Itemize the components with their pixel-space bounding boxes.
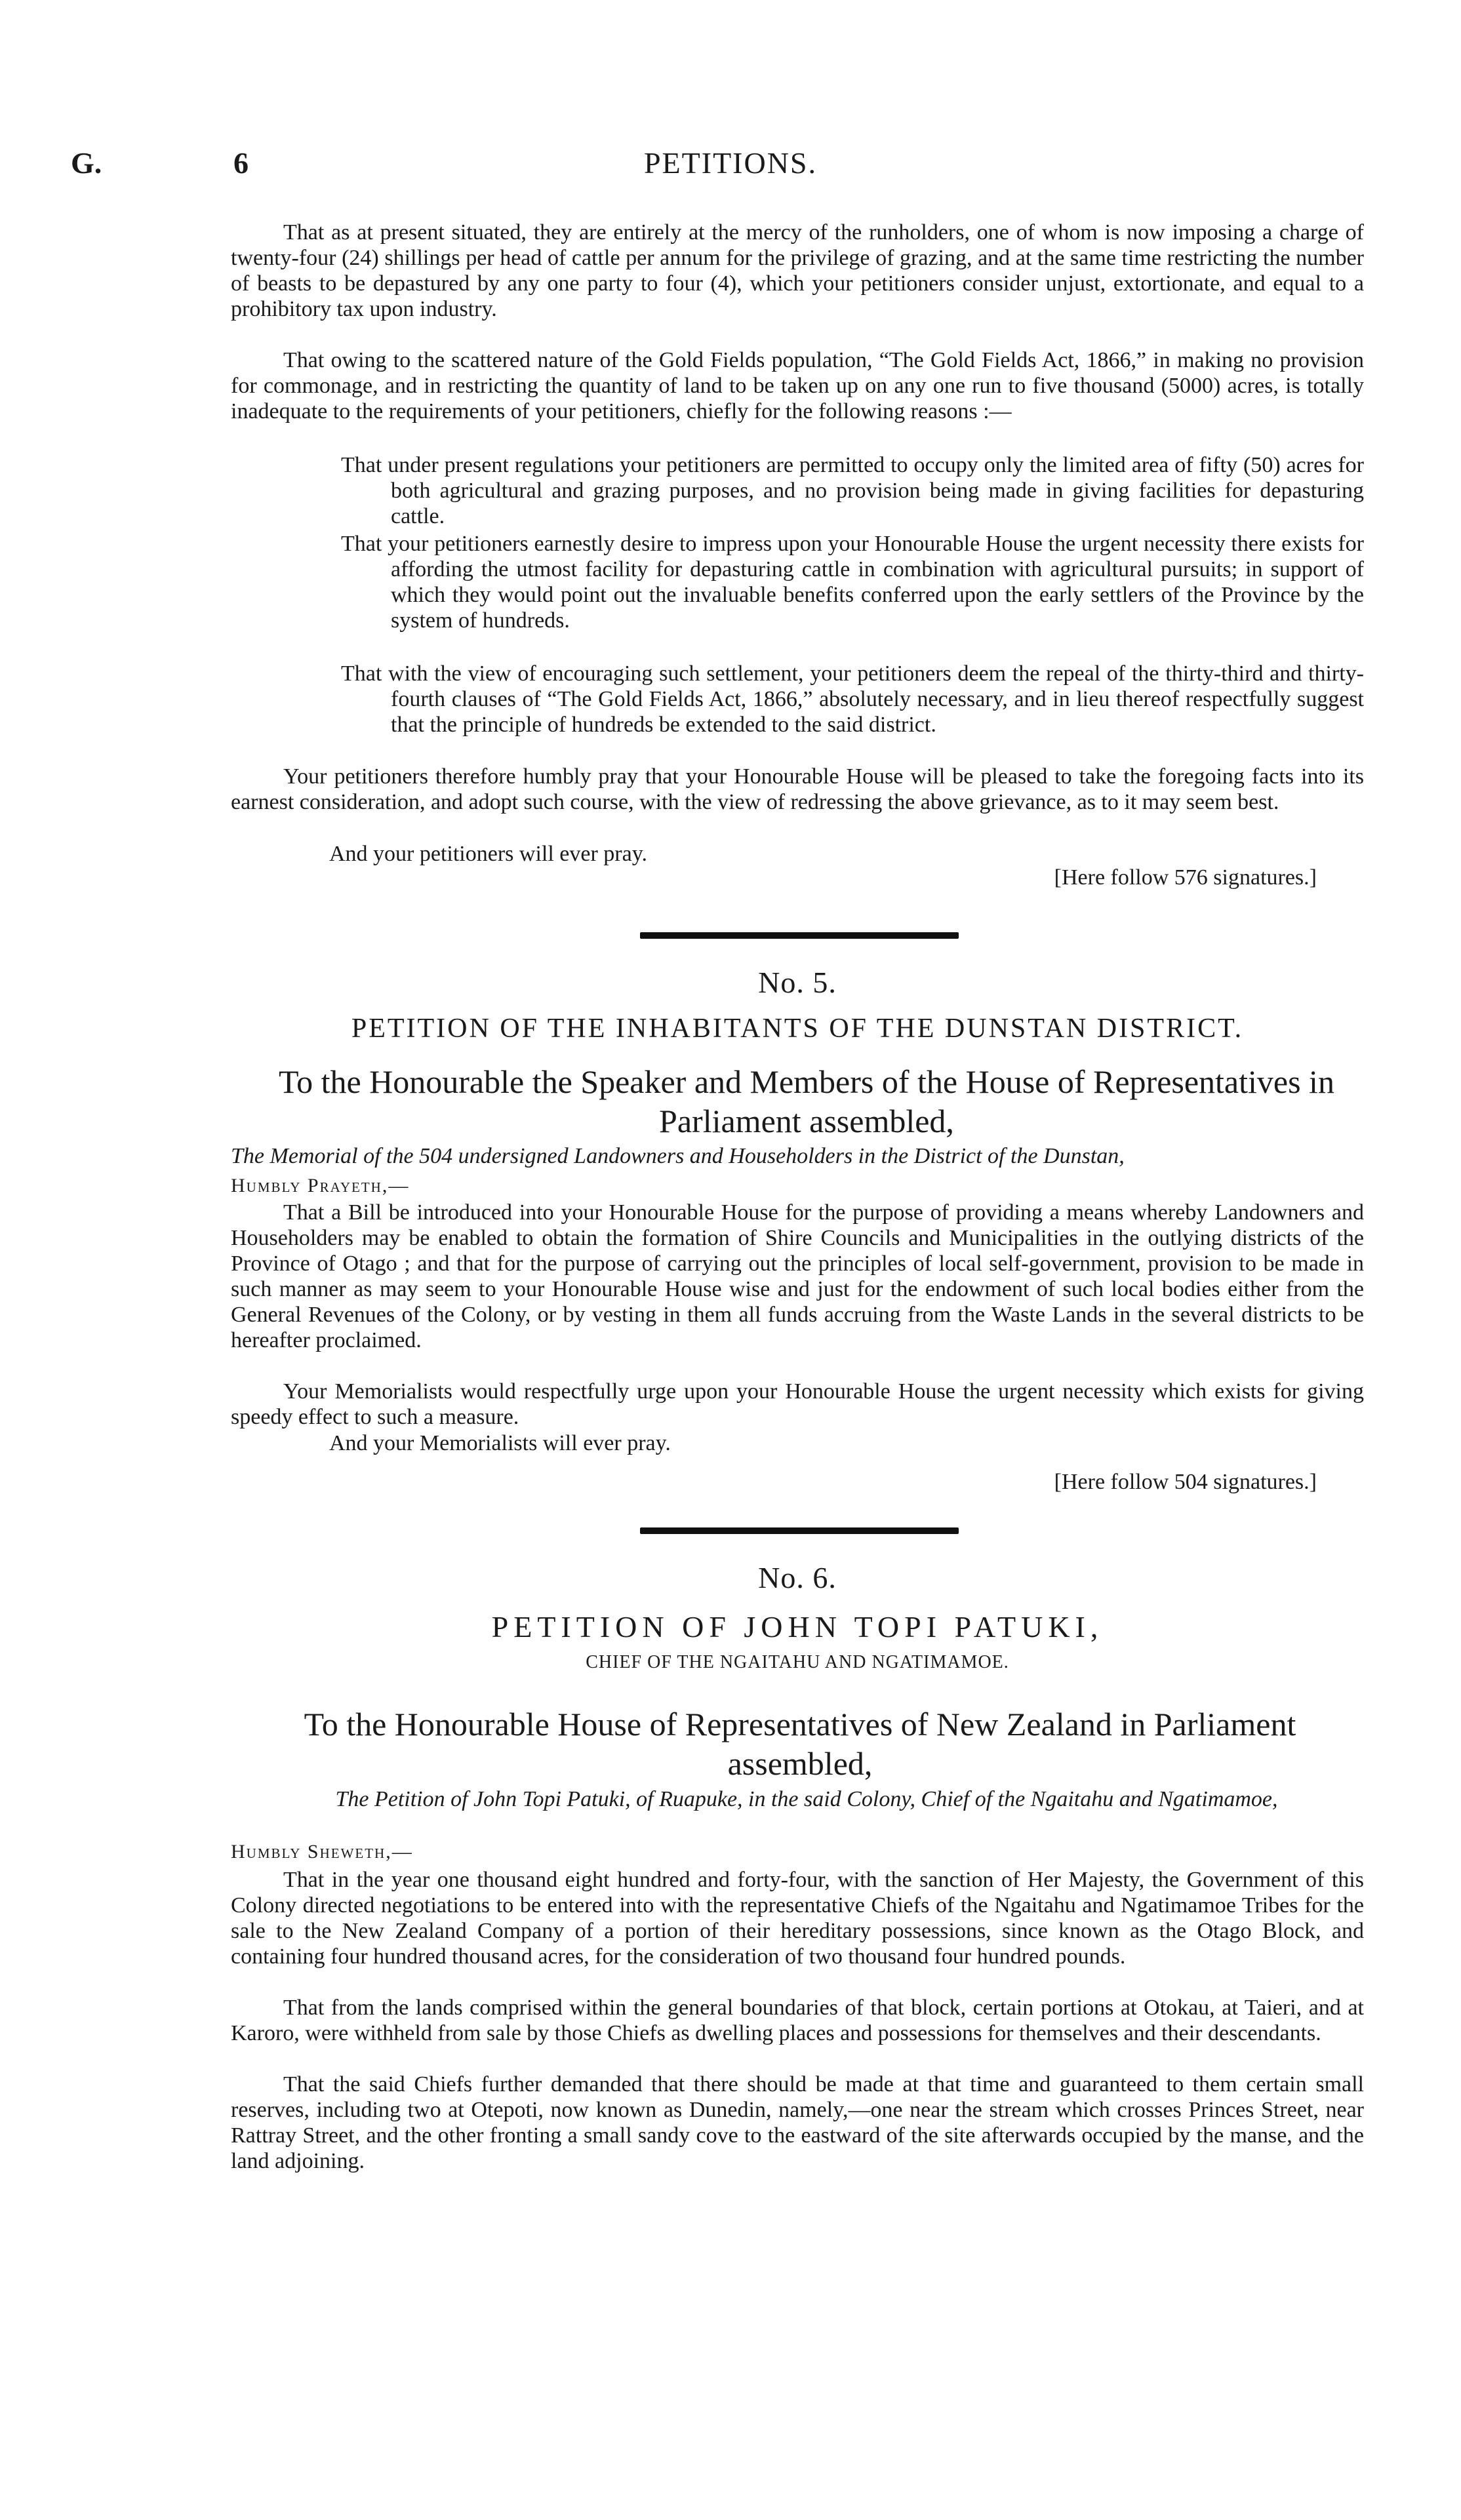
closing-line: And your Memorialists will ever pray.: [329, 1431, 671, 1455]
page-title: PETITIONS.: [643, 146, 818, 180]
paragraph: That in the year one thousand eight hundred and forty-four, with the sanction of Her Majesty, the Government of this Colony directed negotiations to be entered into with the representative Chiefs of the Ngaitahu and Ngatimamoe Tribes for the sale to the New Zealand Company of a portion of their hereditary possessions, since known as the Otago Block, and containing four hundred thousand acres, for the consideration of two thousand four hundred pounds.: [231, 1868, 1364, 1969]
signature-note: [Here follow 576 signatures.]: [1054, 865, 1317, 890]
paragraph: That owing to the scattered nature of the Gold Fields population, “The Gold Fields Act, 1866,” in making no provision for commonage, and in restricting the quantity of land to be taken up on any one run to five thousand (5000) acres, is totally inadequate to the requirements of your petitioners, chiefly for the following reasons :—: [231, 348, 1364, 423]
petition-address: To the Honourable the Speaker and Members of the House of Representatives in Parliament assembled,: [279, 1063, 1334, 1139]
petition-address: To the Honourable House of Representatives of New Zealand in Parliament assembled,: [304, 1706, 1296, 1782]
petition-title: PETITION OF THE INHABITANTS OF THE DUNSTAN DISTRICT.: [351, 1014, 1244, 1044]
series-letter: G.: [71, 146, 102, 180]
petition-number: No. 6.: [758, 1561, 837, 1594]
paragraph: Your Memorialists would respectfully urge upon your Honourable House the urgent necessity which exists for giving speedy effect to such a measure.: [231, 1379, 1364, 1429]
paragraph: That the said Chiefs further demanded that there should be made at that time and guaranteed to them certain small reserves, including two at Otepoti, now known as Dunedin, namely,—one near the stream which crosses Princes Street, near Rattray Street, and the other fronting a small sandy cove to the eastward of the site afterwards occupied by the manse, and the land adjoining.: [231, 2072, 1364, 2173]
reason-item: That your petitioners earnestly desire to impress upon your Honourable House the urgent necessity there exists for affording the utmost facility for depasturing cattle in combination with agricultural pursuits; in support of which they would point out the invaluable benefits conferred upon the early settlers of the Province by the system of hundreds.: [341, 532, 1364, 633]
lead-phrase: Humbly Prayeth,—: [231, 1175, 410, 1196]
reason-item: That under present regulations your petitioners are permitted to occupy only the limited area of fifty (50) acres for both agricultural and grazing purposes, and no provision being made in giving facilities for depasturing cattle.: [341, 453, 1364, 528]
closing-line: And your petitioners will ever pray.: [329, 842, 647, 866]
petition-number: No. 5.: [758, 966, 837, 999]
section-divider: [640, 932, 959, 939]
petition-subtitle: CHIEF OF THE NGAITAHU AND NGATIMAMOE.: [586, 1652, 1009, 1672]
signature-note: [Here follow 504 signatures.]: [1054, 1470, 1317, 1494]
paragraph: That a Bill be introduced into your Honourable House for the purpose of providing a means whereby Landowners and Householders may be enabled to obtain the formation of Shire Councils and Municipalities in the outlying districts of the Province of Otago ; and that for the purpose of carrying out the principles of local self-government, provision to be made in such manner as may seem to your Honourable House wise and just for the endowment of such local bodies either from the General Revenues of the Colony, or by vesting in them all funds accruing from the Waste Lands in the several districts to be hereafter proclaimed.: [231, 1200, 1364, 1352]
paragraph: That from the lands comprised within the general boundaries of that block, certain portions at Otokau, at Taieri, and at Karoro, were withheld from sale by those Chiefs as dwelling places and possessions for themselves and their descendants.: [231, 1996, 1364, 2045]
lead-phrase: Humbly Sheweth,—: [231, 1841, 413, 1862]
paragraph: That as at present situated, they are entirely at the mercy of the runholders, one of whom is now imposing a charge of twenty-four (24) shillings per head of cattle per annum for the privilege of grazing, and at the same time restricting the number of beasts to be depastured by any one party to four (4), which your petitioners consider unjust, extortionate, and equal to a prohibitory tax upon industry.: [231, 220, 1364, 321]
reason-item: That with the view of encouraging such settlement, your petitioners deem the repeal of the thirty-third and thirty-fourth clauses of “The Gold Fields Act, 1866,” absolutely necessary, and in lieu thereof respectfully suggest that the principle of hundreds be extended to the said district.: [341, 661, 1364, 737]
page-number: 6: [233, 146, 249, 180]
section-divider: [640, 1527, 959, 1534]
petition-line: The Petition of John Topi Patuki, of Ruapuke, in the said Colony, Chief of the Ngaitahu and Ngatimamoe,: [335, 1787, 1278, 1811]
petition-title: PETITION OF JOHN TOPI PATUKI,: [491, 1610, 1104, 1644]
memorial-line: The Memorial of the 504 undersigned Landowners and Householders in the District of the Dunstan,: [231, 1144, 1125, 1168]
paragraph: Your petitioners therefore humbly pray that your Honourable House will be pleased to take the foregoing facts into its earnest consideration, and adopt such course, with the view of redressing the above grievance, as to it may seem best.: [231, 764, 1364, 814]
